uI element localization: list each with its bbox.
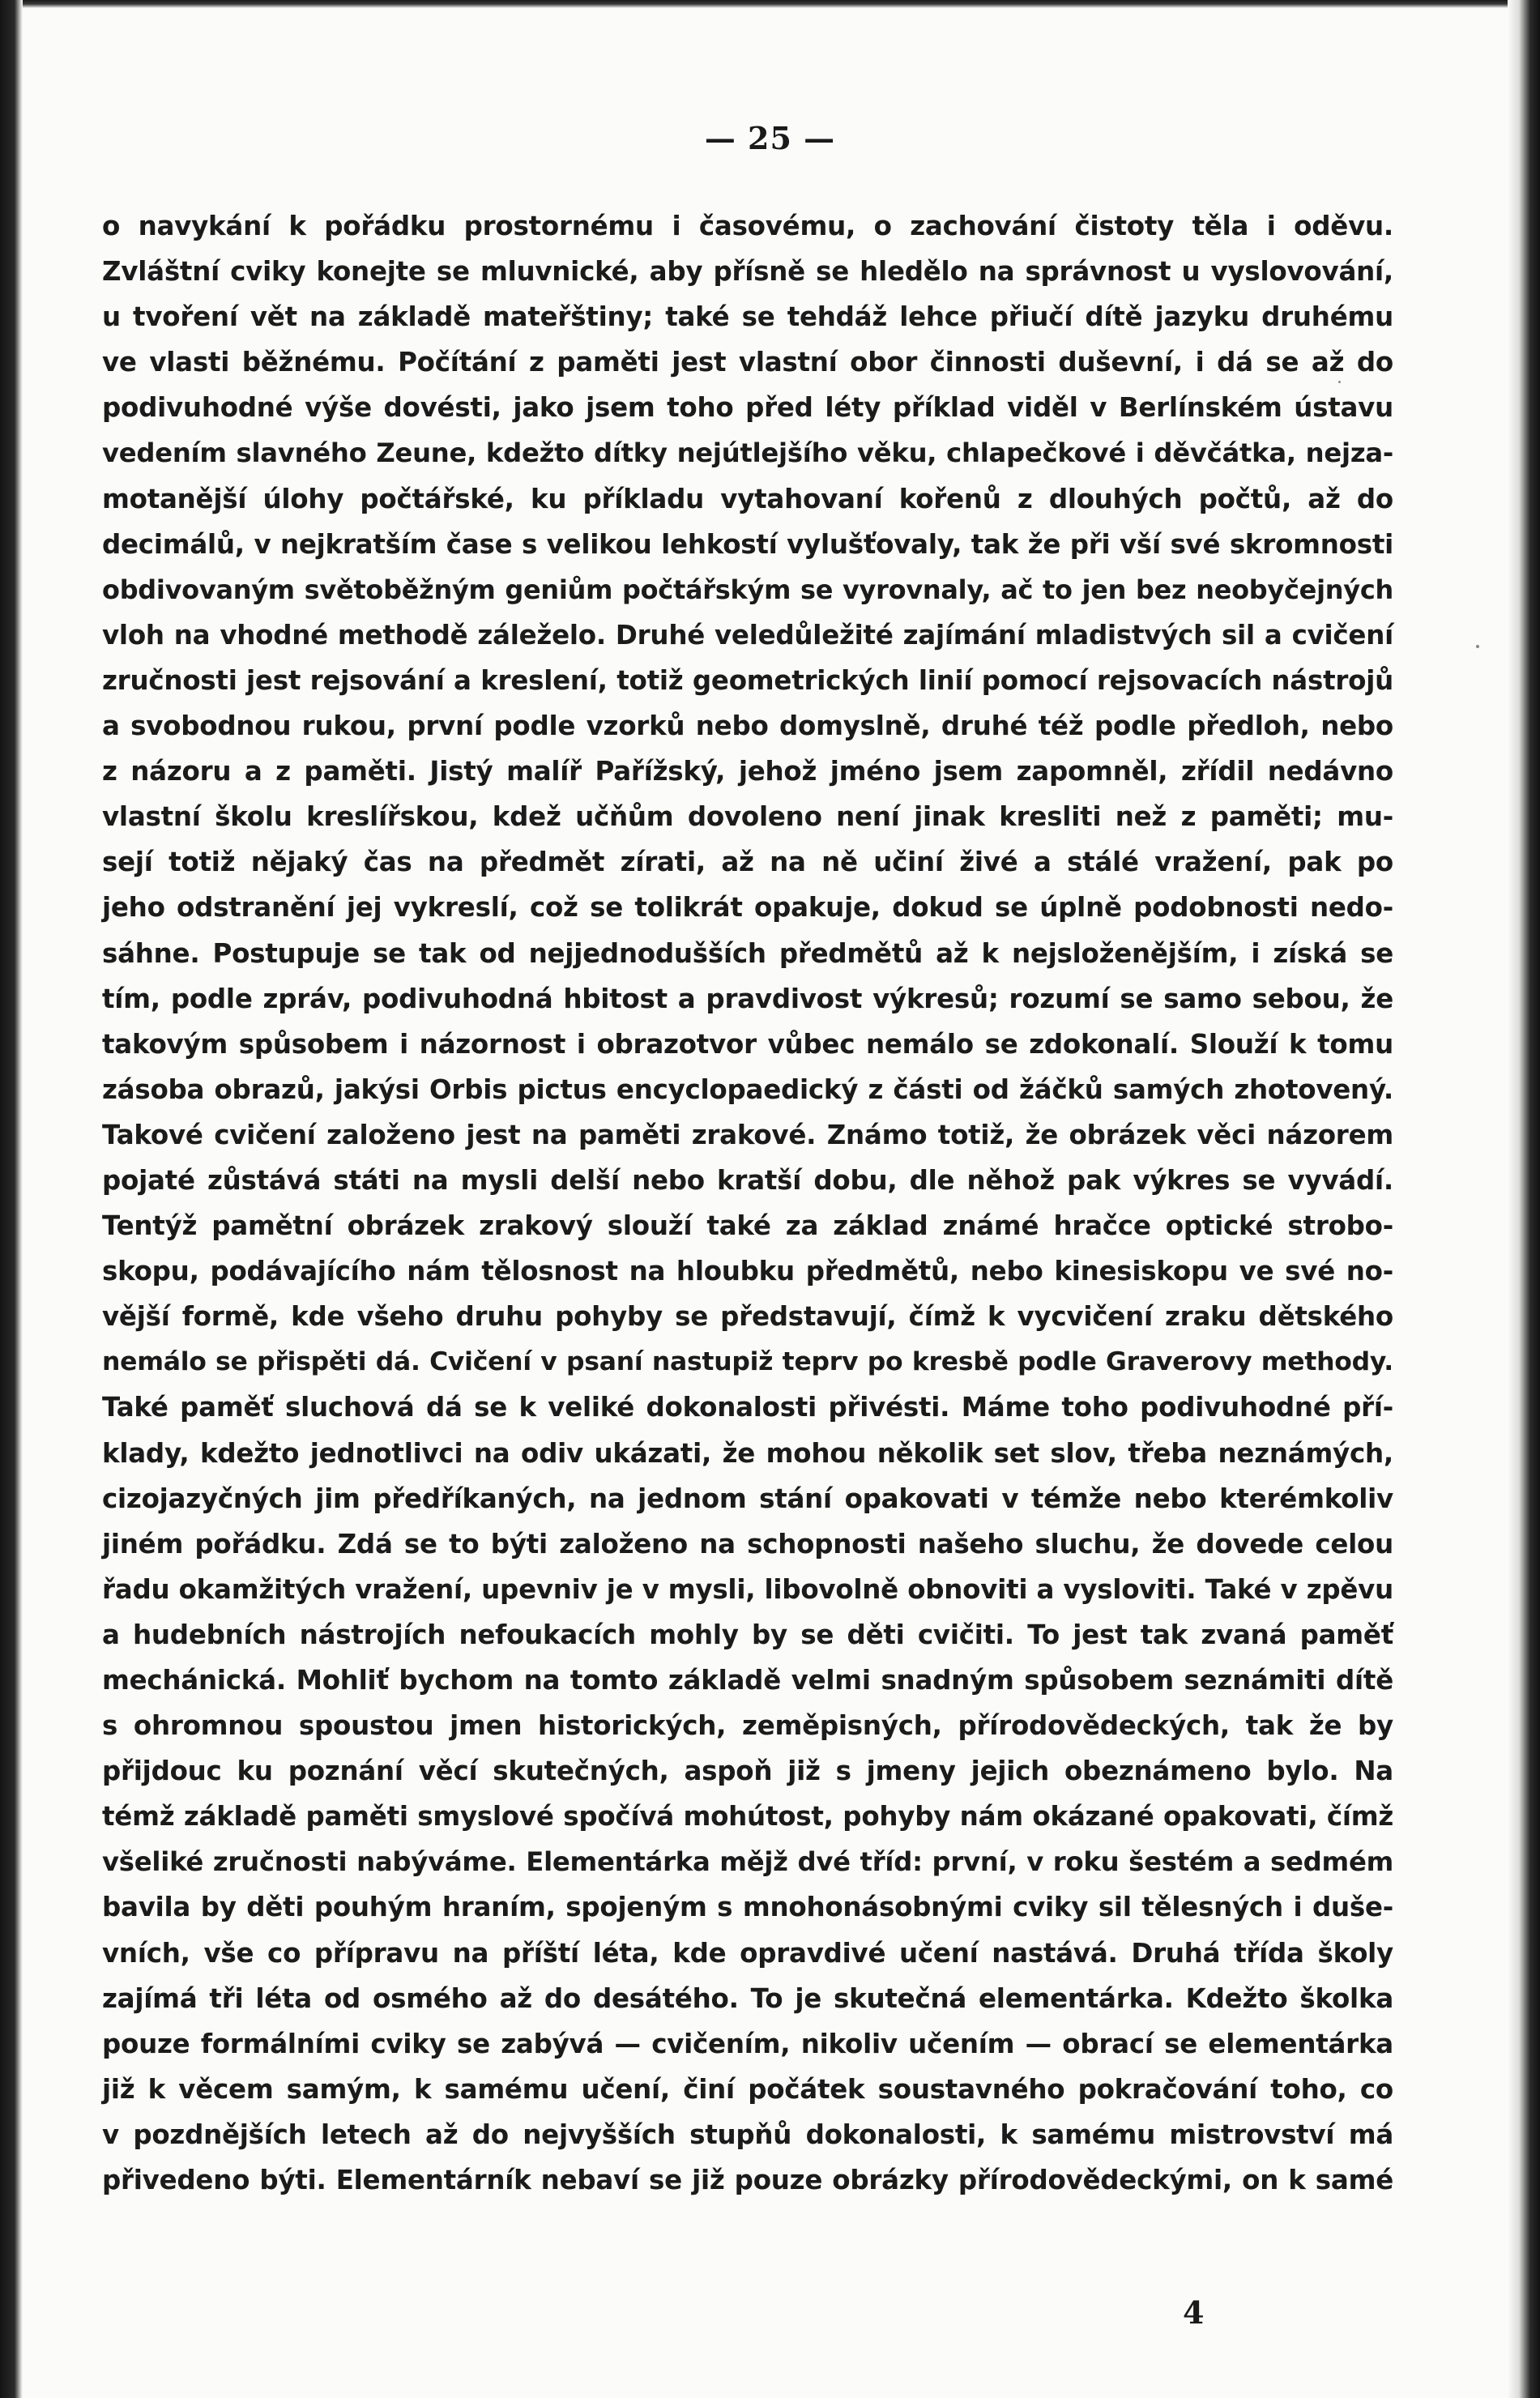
text-line: s ohromnou spoustou jmen historických, zeměpisných, přírodovědeckých, tak že by [102, 1710, 1393, 1742]
text-line: klady, kdežto jednotlivci na odiv ukázati, že mohou několik set slov, třeba neznámých, [102, 1437, 1393, 1469]
text-line: zásoba obrazů, jakýsi Orbis pictus encyclopaedický z části od žáčků samých zhotovený. [102, 1073, 1393, 1105]
scan-speck [1476, 645, 1479, 648]
page-number: — 25 — [704, 120, 836, 156]
text-line: pouze formálními cviky se zabývá — cvičením, nikoliv učením — obrací se elementárka [102, 2028, 1393, 2059]
text-line: mechánická. Mohliť bychom na tomto základě velmi snadným spůsobem seznámiti dítě [102, 1665, 1393, 1696]
text-line: jeho odstranění jej vykreslí, což se tolikrát opakuje, dokud se úplně podobnosti nedo- [102, 892, 1393, 924]
text-line: vedením slavného Zeune, kdežto dítky nejútlejšího věku, chlapečkové i děvčátka, nejza- [102, 437, 1393, 469]
text-line: sáhne. Postupuje se tak od nejjednodušších předmětů až k nejsloženějším, i získá se [102, 937, 1393, 969]
text-line: a svobodnou rukou, první podle vzorků nebo domyslně, druhé též podle předloh, nebo [102, 710, 1393, 742]
scan-border-right [1508, 0, 1540, 2398]
text-line: skopu, podávajícího nám tělosnost na hloubku předmětů, nebo kinesiskopu ve své no- [102, 1256, 1393, 1287]
text-line: bavila by děti pouhým hraním, spojeným s mnohonásobnými cviky sil tělesných i duše- [102, 1892, 1393, 1923]
text-line: vních, vše co přípravu na příští léta, kde opravdivé učení nastává. Druhá třída školy [102, 1937, 1393, 1969]
text-line: a hudebních nástrojích nefoukacích mohly by se děti cvičiti. To jest tak zvaná paměť [102, 1619, 1393, 1650]
text-line: motanější úlohy počtářské, ku příkladu vytahovaní kořenů z dlouhých počtů, až do [102, 483, 1393, 514]
text-line: cizojazyčných jim předříkaných, na jednom stání opakovati v témže nebo kterémkoliv [102, 1483, 1393, 1514]
text-line: řadu okamžitých vražení, upevniv je v mysli, libovolně obnoviti a vysloviti. Také v zpěvu [102, 1573, 1393, 1605]
text-line: vější formě, kde všeho druhu pohyby se představují, čímž k vycvičení zraku dětského [102, 1301, 1393, 1333]
text-line: v pozdnějších letech až do nejvyšších stupňů dokonalosti, k samému mistrovství má [102, 2119, 1393, 2150]
text-line: zručnosti jest rejsování a kreslení, totiž geometrických linií pomocí rejsovacích nástrojů [102, 664, 1393, 696]
text-line: zajímá tři léta od osmého až do desátého. To je skutečná elementárka. Kdežto školka [102, 1982, 1393, 2014]
text-line: všeliké zručnosti nabýváme. Elementárka mějž dvé tříd: první, v roku šestém a sedmém [102, 1846, 1393, 1878]
text-line: Zvláštní cviky konejte se mluvnické, aby přísně se hledělo na správnost u vyslovování, [102, 256, 1393, 288]
text-line: pojaté zůstává státi na mysli delší nebo kratší dobu, dle něhož pak výkres se vyvádí. [102, 1164, 1393, 1196]
text-line: z názoru a z paměti. Jistý malíř Pařížský, jehož jméno jsem zapomněl, zřídil nedávno [102, 756, 1393, 787]
scan-border-top [0, 0, 1540, 8]
text-line: Také paměť sluchová dá se k veliké dokonalosti přivésti. Máme toho podivuhodné pří- [102, 1392, 1393, 1423]
text-line: vloh na vhodné methodě záleželo. Druhé veledůležité zajímání mladistvých sil a cvičení [102, 619, 1393, 651]
signature-mark: 4 [1183, 2294, 1205, 2331]
scan-speck [1338, 381, 1341, 383]
scan-border-left [0, 0, 23, 2398]
text-line: Tentýž pamětní obrázek zrakový slouží také za základ známé hračce optické strobo- [102, 1210, 1393, 1242]
text-line: u tvoření vět na základě mateřštiny; také se tehdáž lehce přiučí dítě jazyku druhému [102, 301, 1393, 333]
text-line: ve vlasti běžnému. Počítání z paměti jest vlastní obor činnosti duševní, i dá se až do [102, 347, 1393, 378]
text-line: jiném pořádku. Zdá se to býti založeno na schopnosti našeho sluchu, že dovede celou [102, 1528, 1393, 1560]
text-line: takovým spůsobem i názornost i obrazotvor vůbec nemálo se zdokonalí. Slouží k tomu [102, 1028, 1393, 1060]
text-line: již k věcem samým, k samému učení, činí počátek soustavného pokračování toho, co [102, 2073, 1393, 2105]
body-text [102, 203, 1393, 2203]
text-line: přijdouc ku poznání věcí skutečných, aspoň již s jmeny jejich obeznámeno bylo. Na [102, 1756, 1393, 1787]
text-line: přivedeno býti. Elementárník nebaví se již pouze obrázky přírodovědeckými, on k samé [102, 2165, 1393, 2196]
text-line: Takové cvičení založeno jest na paměti zrakové. Známo totiž, že obrázek věci názorem [102, 1119, 1393, 1150]
text-line: decimálů, v nejkratším čase s velikou lehkostí vylušťovaly, tak že při vší své skromnosti [102, 528, 1393, 560]
text-line: o navykání k pořádku prostornému i časovému, o zachování čistoty těla i oděvu. [102, 211, 1393, 241]
text-line: nemálo se přispěti dá. Cvičení v psaní nastupiž teprv po kresbě podle Graverovy methody. [102, 1347, 1393, 1377]
text-line: obdivovaným světoběžným geniům počtářským se vyrovnaly, ač to jen bez neobyčejných [102, 574, 1393, 605]
text-line: podivuhodné výše dovésti, jako jsem toho před léty příklad viděl v Berlínském ústavu [102, 392, 1393, 424]
text-line: sejí totiž nějaký čas na předmět zírati, až na ně učiní živé a stálé vražení, pak po [102, 847, 1393, 878]
text-line: vlastní školu kreslířskou, kdež učňům dovoleno není jinak kresliti než z paměti; mu- [102, 801, 1393, 833]
text-line: témž základě paměti smyslové spočívá mohútost, pohyby nám okázané opakovati, čímž [102, 1801, 1393, 1833]
text-line: tím, podle zpráv, podivuhodná hbitost a pravdivost výkresů; rozumí se samo sebou, že [102, 983, 1393, 1014]
